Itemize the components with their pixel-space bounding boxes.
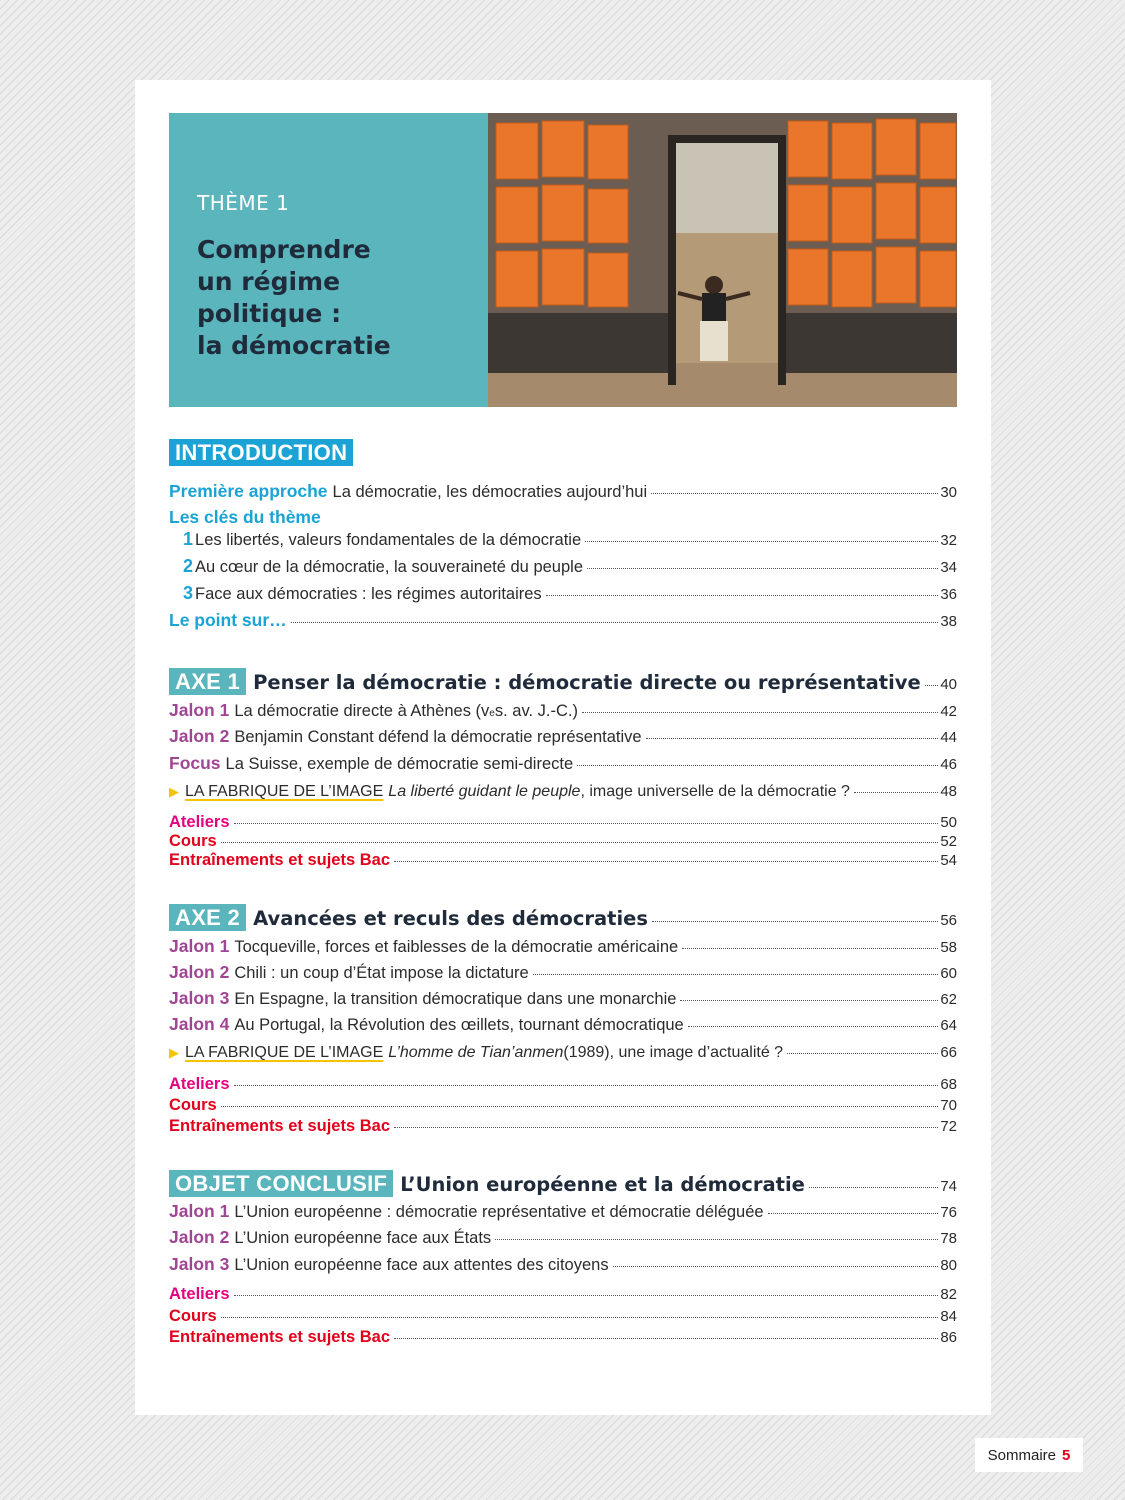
entry-text: Face aux démocraties : les régimes autoritaires (195, 585, 542, 603)
entry-label: Jalon 2 (169, 1227, 230, 1247)
toc-entry[interactable] (169, 1227, 957, 1248)
entry-text: Au Portugal, la Révolution des œillets, tournant démocratique (234, 1016, 684, 1034)
page-number: 78 (940, 1230, 957, 1247)
entry-label: Focus (169, 753, 221, 773)
page (135, 80, 991, 1415)
toc-entry[interactable] (169, 1254, 957, 1275)
entry-label: Ateliers (169, 813, 230, 831)
entry-italic: L’homme de Tian’anmen (388, 1044, 564, 1061)
entry-label: Le point sur… (169, 610, 287, 630)
leader-dots (533, 974, 939, 975)
page-number: 80 (940, 1257, 957, 1274)
entry-label: Jalon 4 (169, 1014, 230, 1034)
entry-label: Jalon 1 (169, 936, 230, 956)
page-number: 66 (940, 1044, 957, 1061)
page-number: 36 (940, 586, 957, 603)
entry-text: Chili : un coup d’État impose la dictature (234, 964, 529, 982)
entry-italic: La liberté guidant le peuple (388, 783, 581, 800)
entry-label: Jalon 2 (169, 726, 230, 746)
page-number: 44 (940, 729, 957, 746)
entry-label: Cours (169, 1307, 217, 1325)
theme-title-line: Comprendre (197, 235, 371, 264)
entry-text: L’Union européenne face aux États (234, 1229, 492, 1247)
leader-dots (688, 1026, 939, 1027)
page-number: 76 (940, 1204, 957, 1221)
page-number: 74 (940, 1178, 957, 1195)
fabrique-label: LA FABRIQUE DE L’IMAGE (185, 783, 384, 800)
page-number: 56 (940, 912, 957, 929)
leader-dots (546, 595, 939, 596)
page-number: 64 (940, 1017, 957, 1034)
play-arrow-icon: ▶ (169, 1045, 179, 1060)
entry-text: La Suisse, exemple de démocratie semi-directe (225, 755, 574, 773)
entry-text: , image universelle de la démocratie ? (580, 783, 850, 800)
toc-entry[interactable] (169, 1014, 957, 1035)
toc-entry[interactable] (169, 1044, 957, 1062)
toc-entry[interactable] (169, 1201, 957, 1222)
section-tag: INTRODUCTION (169, 439, 353, 466)
page-number: 68 (940, 1076, 957, 1093)
toc-entry[interactable] (183, 583, 957, 604)
page-number: 42 (940, 703, 957, 720)
toc-entry[interactable] (169, 481, 957, 502)
entry-label: Ateliers (169, 1075, 230, 1093)
entry-label: Ateliers (169, 1285, 230, 1303)
cles-heading: Les clés du thème (169, 507, 321, 527)
leader-dots (577, 765, 938, 766)
toc-entry[interactable] (169, 813, 957, 832)
section-title: Avancées et reculs des démocraties (253, 907, 648, 930)
leader-dots (234, 823, 939, 824)
entry-text: L’Union européenne : démocratie représentative et démocratie déléguée (234, 1203, 764, 1221)
leader-dots (394, 1127, 938, 1128)
leader-dots (652, 921, 938, 922)
entry-label: Entraînements et sujets Bac (169, 1117, 390, 1135)
page-number: 34 (940, 559, 957, 576)
toc-entry[interactable] (169, 962, 957, 983)
page-number: 86 (940, 1329, 957, 1346)
leader-dots (768, 1213, 939, 1214)
entry-label: Jalon 3 (169, 1254, 230, 1274)
page-footer (975, 1438, 1083, 1472)
toc-entry[interactable] (169, 1307, 957, 1326)
page-number: 58 (940, 939, 957, 956)
page-number: 32 (940, 532, 957, 549)
entry-text: Benjamin Constant défend la démocratie représentative (234, 728, 642, 746)
leader-dots (221, 842, 939, 843)
entry-text: (1989), une image d’actualité ? (563, 1044, 784, 1061)
toc-entry[interactable] (183, 556, 957, 577)
leader-dots (651, 493, 938, 494)
leader-dots (680, 1000, 938, 1001)
page-number: 70 (940, 1097, 957, 1114)
page-number: 72 (940, 1118, 957, 1135)
toc-entry[interactable] (169, 1096, 957, 1115)
page-number: 46 (940, 756, 957, 773)
entry-text: La démocratie directe à Athènes (v (234, 702, 490, 720)
section-objet-header[interactable] (169, 1170, 957, 1197)
play-arrow-icon: ▶ (169, 784, 179, 799)
theme-header (169, 113, 957, 407)
leader-dots (582, 712, 938, 713)
entry-label: Jalon 1 (169, 700, 230, 720)
leader-dots (854, 792, 938, 793)
leader-dots (234, 1295, 939, 1296)
entry-text: Tocqueville, forces et faiblesses de la démocratie américaine (234, 938, 679, 956)
toc-entry[interactable] (169, 988, 957, 1009)
page-number: 40 (940, 676, 957, 693)
toc-entry[interactable] (169, 700, 957, 721)
entry-label: Première approche (169, 481, 328, 501)
entry-label: Cours (169, 832, 217, 850)
page-number: 48 (940, 783, 957, 800)
toc-entry[interactable] (183, 529, 957, 550)
section-intro-header (169, 439, 957, 466)
leader-dots (613, 1266, 939, 1267)
toc-entry[interactable] (169, 726, 957, 747)
toc-subheading (169, 507, 957, 528)
leader-dots (495, 1239, 938, 1240)
footer-page-number: 5 (1062, 1446, 1071, 1464)
section-title: L’Union européenne et la démocratie (400, 1173, 805, 1196)
photo-illustration (488, 113, 957, 407)
page-number: 54 (940, 852, 957, 869)
election-posters-photo (488, 113, 957, 407)
page-number: 30 (940, 484, 957, 501)
section-axe1-header[interactable] (169, 668, 957, 695)
entry-text: En Espagne, la transition démocratique dans une monarchie (234, 990, 677, 1008)
section-tag: AXE 2 (169, 904, 246, 931)
theme-title-line: politique : (197, 299, 342, 328)
entry-label: Cours (169, 1096, 217, 1114)
leader-dots (291, 622, 939, 623)
entry-text: Au cœur de la démocratie, la souveraineté du peuple (195, 558, 583, 576)
theme-title (197, 234, 477, 362)
entry-superscript: e (489, 708, 495, 719)
page-number: 38 (940, 613, 957, 630)
entry-label: Jalon 1 (169, 1201, 230, 1221)
page-number: 62 (940, 991, 957, 1008)
entry-text: La démocratie, les démocraties aujourd’hui (332, 483, 648, 501)
entry-text: L’Union européenne face aux attentes des citoyens (234, 1256, 609, 1274)
toc-entry[interactable] (169, 851, 957, 870)
section-tag: OBJET CONCLUSIF (169, 1170, 393, 1197)
toc-entry[interactable] (169, 1285, 957, 1304)
page-number: 52 (940, 833, 957, 850)
leader-dots (809, 1187, 938, 1188)
toc-entry[interactable] (169, 753, 957, 774)
section-title: Penser la démocratie : démocratie directe ou représentative (253, 671, 921, 694)
toc-entry[interactable] (169, 1117, 957, 1136)
footer-label: Sommaire (987, 1446, 1056, 1464)
toc-entry[interactable] (169, 1328, 957, 1347)
entry-text: Les libertés, valeurs fondamentales de la démocratie (195, 531, 582, 549)
toc-entry[interactable] (169, 610, 957, 631)
entry-text-after: s. av. J.-C.) (494, 702, 578, 720)
leader-dots (234, 1085, 939, 1086)
entry-number: 1 (183, 529, 194, 549)
toc-entry[interactable] (169, 1075, 957, 1094)
page-number: 50 (940, 814, 957, 831)
entry-label: Entraînements et sujets Bac (169, 1328, 390, 1346)
toc-entry[interactable] (169, 832, 957, 851)
theme-panel (169, 113, 488, 407)
entry-number: 3 (183, 583, 194, 603)
page-number: 84 (940, 1308, 957, 1325)
leader-dots (587, 568, 938, 569)
leader-dots (646, 738, 939, 739)
fabrique-label: LA FABRIQUE DE L’IMAGE (185, 1044, 384, 1061)
toc-entry[interactable] (169, 936, 957, 957)
page-number: 82 (940, 1286, 957, 1303)
leader-dots (394, 1338, 938, 1339)
entry-label: Jalon 2 (169, 962, 230, 982)
section-tag: AXE 1 (169, 668, 246, 695)
theme-title-line: un régime (197, 267, 341, 296)
leader-dots (787, 1053, 938, 1054)
theme-title-line: la démocratie (197, 331, 391, 360)
leader-dots (585, 541, 938, 542)
leader-dots (682, 948, 938, 949)
entry-label: Jalon 3 (169, 988, 230, 1008)
entry-label: Entraînements et sujets Bac (169, 851, 390, 869)
leader-dots (221, 1317, 939, 1318)
section-axe2-header[interactable] (169, 904, 957, 931)
toc-entry[interactable] (169, 783, 957, 801)
entry-number: 2 (183, 556, 194, 576)
leader-dots (221, 1106, 939, 1107)
page-number: 60 (940, 965, 957, 982)
theme-label: THÈME 1 (197, 191, 290, 215)
leader-dots (925, 685, 939, 686)
leader-dots (394, 861, 938, 862)
